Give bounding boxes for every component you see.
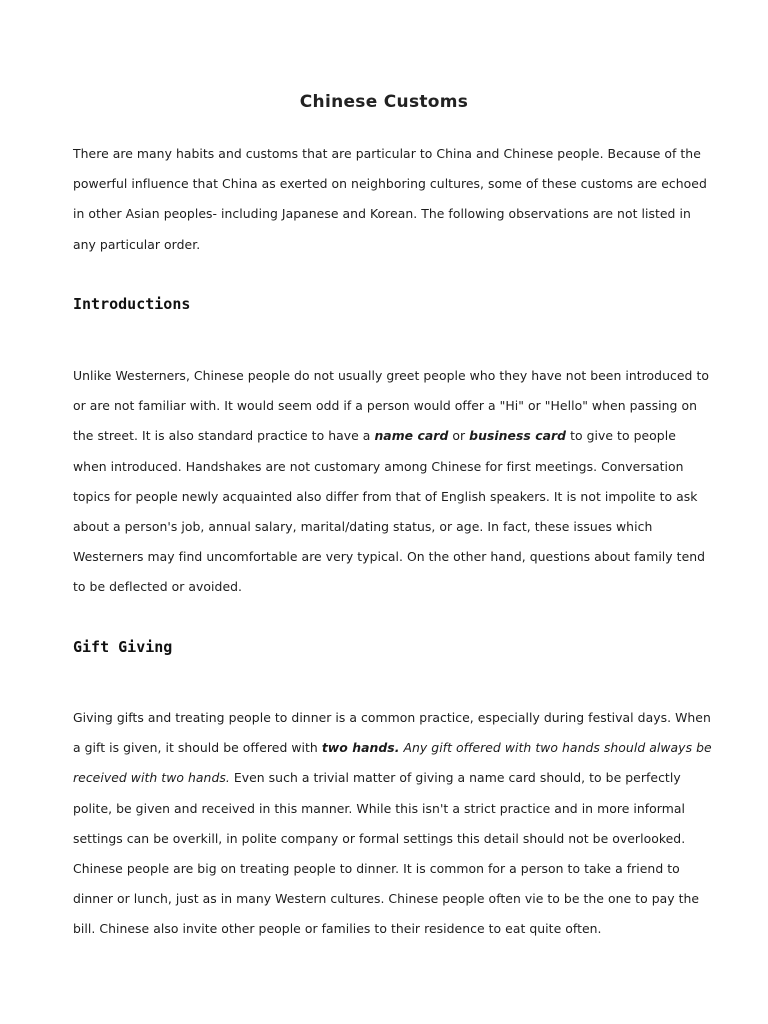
gift-giving-paragraph: [73, 703, 713, 945]
section-heading-gift-giving: Gift Giving: [73, 638, 173, 656]
introductions-text-2: to give to people when introduced. Handshakes are not customary among Chinese for first meetings. Conversation topics for people newly acquainted also differ from that of English speakers. It is not impolite to ask about a person's job, annual salary, marital/dating status, or age. In fact, these issues which Westerners may find uncomfortable are very typical. On the other hand, questions about family tend to be deflected or avoided.: [73, 428, 706, 595]
name-card-term: name card: [374, 428, 449, 444]
gift-giving-text-3: Chinese people are big on treating people to dinner. It is common for a person to take a friend to dinner or lunch, just as in many Western cultures. Chinese people often vie to be the one to pay the bill. Chinese also invite other people or families to their residence to eat quite often.: [73, 861, 700, 937]
introductions-or: or: [448, 428, 470, 444]
introductions-text-1: Unlike Westerners, Chinese people do not usually greet people who they have not been introduced to or are not familiar with. It would seem odd if a person would offer a "Hi" or "Hello" when passing on the street. It is also standard practice to have a: [73, 368, 709, 444]
introductions-paragraph: [73, 361, 713, 603]
gift-giving-text-1: Giving gifts and treating people to dinner is a common practice, especially during festival days. When a gift is given, it should be offered with: [73, 710, 711, 756]
section-heading-introductions: Introductions: [73, 295, 191, 313]
two-hands-term: two hands.: [321, 740, 400, 756]
intro-paragraph: There are many habits and customs that are particular to China and Chinese people. Because of the powerful influence that China as exerted on neighboring cultures, some of these customs are echoed in other Asian peoples- including Japanese and Korean. The following observations are not listed in any particular order.: [73, 146, 707, 252]
gift-giving-italic-sentence: Any gift offered with two hands should always be received with two hands.: [73, 740, 712, 786]
business-card-term: business card: [469, 428, 567, 444]
gift-giving-text-2: Even such a trivial matter of giving a name card should, to be perfectly polite, be given and received in this manner. While this isn't a strict practice and in more informal settings can be overkill, in polite company or formal settings this detail should not be overlooked.: [73, 770, 686, 846]
page-title: Chinese Customs: [299, 92, 469, 112]
